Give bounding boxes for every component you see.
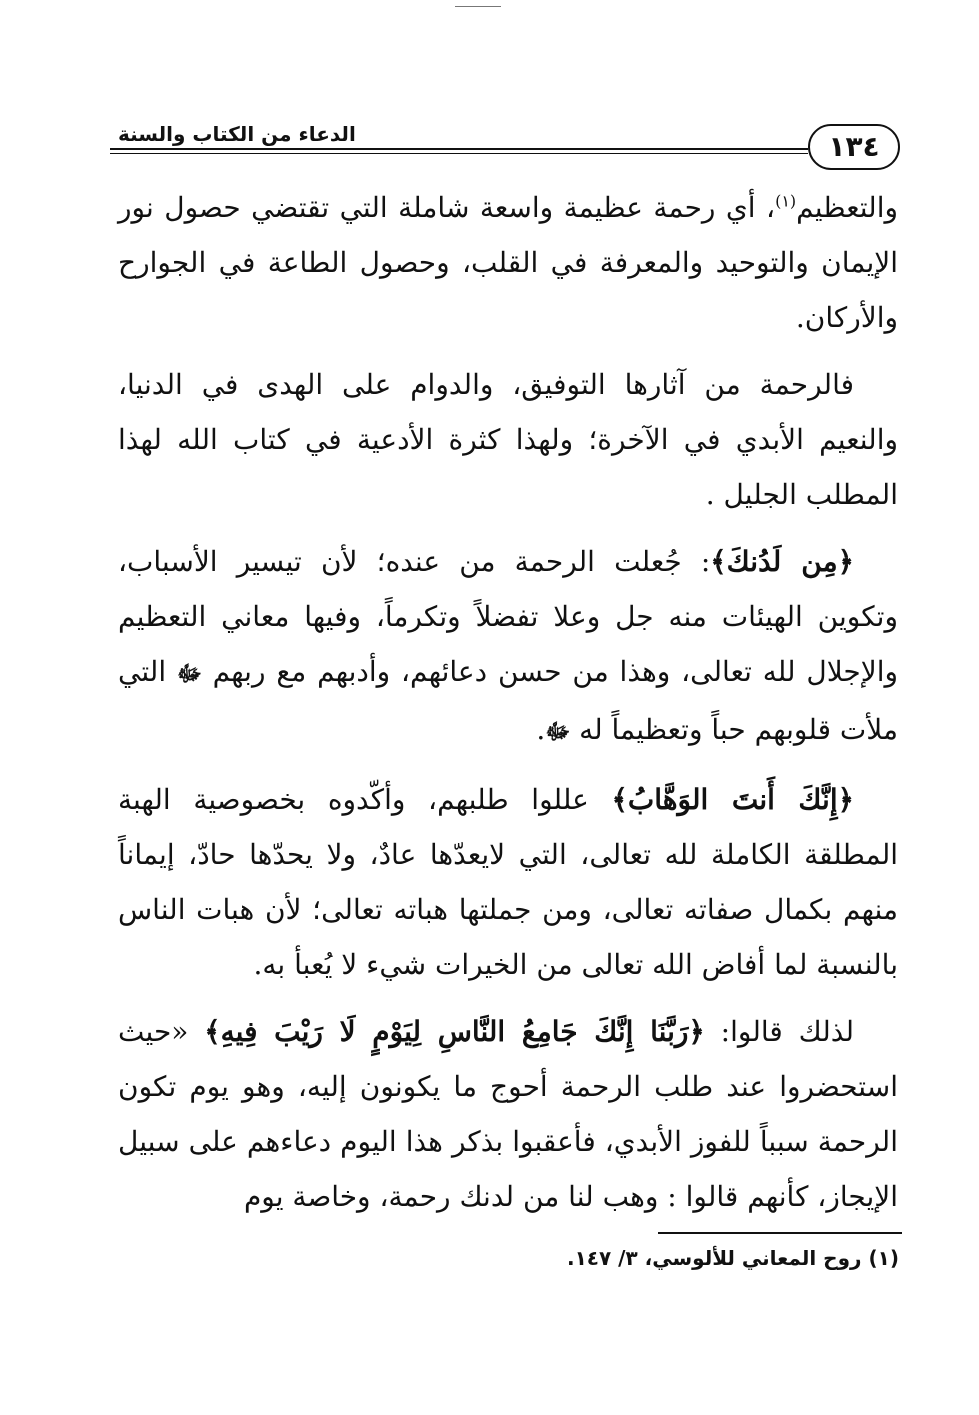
header-rule [110, 148, 808, 150]
footnote-1: (١) روح المعاني للألوسي، ٣/ ١٤٧. [566, 1246, 899, 1270]
paragraph-4-text: عللوا طلبهم، وأكّدوه بخصوصية الهبة المطلقة الكاملة لله تعالى، التي لايعدّها عادٌ، ولا يحدّها حادّ، إيماناً منهم بكمال صفاته تعالى، ومن جملتها هباته تعالى؛ لأن هبات الناس بالنسبة لما أفاض الله تعالى من الخيرات شيء لا يُعبأ به. [118, 783, 899, 981]
paragraph-1-start: والتعظيم [796, 191, 898, 224]
paragraph-5-start: لذلك قالوا: [704, 1015, 854, 1048]
top-rule [455, 6, 501, 7]
paragraph-1-text: ، أي رحمة عظيمة واسعة شاملة التي تقتضي حصول نور الإيمان والتوحيد والمعرفة في القلب، وحصول الطاعة في الجوارح والأركان. [118, 191, 898, 334]
paragraph-3-text: : جُعلت الرحمة من عنده؛ لأن تيسير الأسباب، وتكوين الهيئات منه جل وعلا تفضلاً وتكرماً، وفيها معاني التعظيم والإجلال لله تعالى، وهذا من حسن دعائهم، وأدبهم مع ربهم [118, 545, 899, 688]
running-title: الدعاء من الكتاب والسنة [114, 122, 360, 146]
paragraph-3-end: . [536, 713, 546, 746]
quran-quote: ﴿إِنَّكَ أَنتَ الوَهَّابُ﴾ [611, 783, 855, 816]
footnote-reference: (١) [775, 191, 797, 211]
quran-quote: ﴿مِن لَدُنكَ﴾ [710, 545, 854, 578]
honorific-glyph: ﷻ [545, 719, 571, 745]
paragraph-5 [118, 1004, 898, 1224]
paragraph-1 [118, 180, 898, 345]
header-rule-thin [110, 153, 808, 154]
paragraph-2: فالرحمة من آثارها التوفيق، والدوام على الهدى في الدنيا، والنعيم الأبدي في الآخرة؛ ولهذا كثرة الأدعية في كتاب الله لهذا المطلب الجليل . [118, 368, 898, 511]
paragraph-3-text-2: التي ملأت قلوبهم حباً وتعظيماً له [118, 655, 898, 746]
paragraph-5-text: «حيث استحضروا عند طلب الرحمة أحوج ما يكونون إليه، وهو يوم تكون الرحمة سبباً للفوز الأبدي، فأعقبوا بذكر هذا اليوم دعاءهم على سبيل الإيجاز، كأنهم قالوا : وهب لنا من لدنك رحمة، وخاصة يوم [118, 1015, 898, 1213]
honorific-glyph: ﷻ [176, 661, 202, 687]
paragraph-4 [118, 772, 898, 992]
paragraph-3 [118, 534, 898, 760]
main-text [118, 180, 898, 1236]
page-number: ١٣٤ [808, 124, 900, 170]
footnote-separator [658, 1232, 902, 1234]
quran-quote: ﴿رَبَّنَا إِنَّكَ جَامِعُ النَّاسِ لِيَوْمٍ لَا رَيْبَ فِيهِ﴾ [204, 1015, 705, 1048]
page-header [110, 120, 900, 176]
